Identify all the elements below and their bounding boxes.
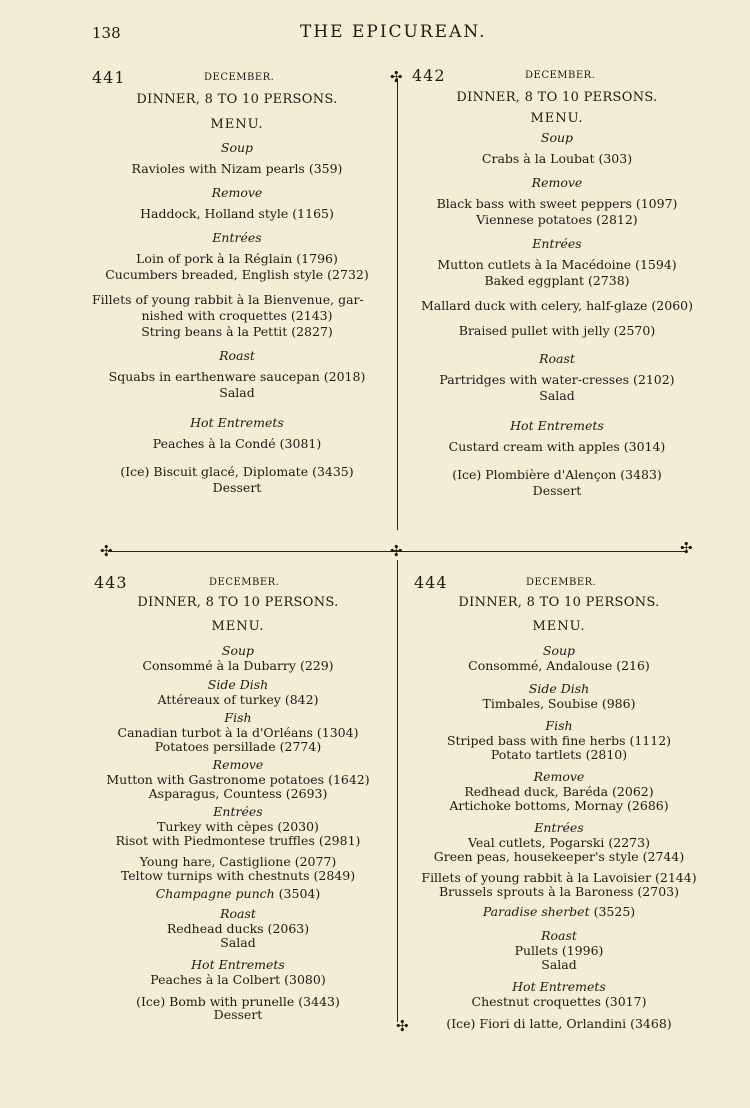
dish-line: Dessert [212,480,262,495]
running-header [0,20,750,46]
dish-line: Dessert [213,1007,263,1022]
dish-line: Salad [220,934,256,950]
course-title: Hot Entremets [190,415,284,430]
menu-head [414,573,704,595]
dish-line: Fillets of young rabbit à la Bienvenue, gar- [92,292,364,307]
dish-line: Peaches à la Colbert (3080) [150,972,326,987]
course-title: Remove [533,769,585,784]
dish-line: Turkey with cèpes (2030) [157,819,319,834]
course-roast [92,348,382,401]
ornament-bottom: ✣ [396,1017,409,1035]
dish-line: Brussels sprouts à la Baroness (2703) [438,883,679,899]
punch-number: (3504) [278,886,321,901]
course-ice [92,464,382,496]
course-soup [94,643,382,673]
dish-line: Salad [541,956,577,972]
course-hot-entremets [412,418,702,455]
menu-441 [92,68,382,496]
column-rule-lower [397,560,398,1022]
dish-line: (Ice) Plombière d'Alençon (3483) [452,467,662,482]
dish-line: Consommé à la Dubarry (229) [142,658,334,673]
dish-line: Pullets (1996) [514,943,604,958]
course-soup [92,140,382,177]
course-title: Fish [224,710,252,725]
dish-line: Asparagus, Countess (2693) [148,785,328,801]
course-entrees [414,820,704,898]
course-title: Roast [219,348,255,363]
dish-line: Young hare, Castiglione (2077) [139,854,337,869]
dish-line: Haddock, Holland style (1165) [140,206,334,221]
course-sherbet [414,904,704,920]
course-title: Soup [221,643,255,658]
page-number: 138 [92,24,121,42]
course-title: Entrées [534,820,584,835]
ornament-left: ✣ [100,542,113,560]
course-title: Side Dish [528,680,590,696]
course-roast [412,351,702,404]
menu-heading: MENU. [210,117,264,132]
menu-subtitle: DINNER, 8 TO 10 PERSONS. [458,595,660,610]
course-remove [94,757,382,800]
dish-line: Redhead ducks (2063) [166,921,310,936]
course-roast [414,928,704,971]
dish-line: Timbales, Soubise (986) [482,695,636,711]
course-title: Fish [545,718,573,733]
ornament-top: ✣ [390,68,403,86]
ornament-right: ✣ [680,539,693,557]
dish-line: Salad [539,388,575,403]
course-title: Roast [220,906,256,921]
course-title: Remove [211,185,263,200]
menu-head [94,573,382,595]
dish-line: Redhead duck, Baréda (2062) [464,784,654,799]
course-title: Soup [542,643,576,658]
dish-line: nished with croquettes (2143) [141,308,333,323]
course-ice [412,467,702,499]
dish-line: (Ice) Bomb with prunelle (3443) [136,993,340,1009]
menu-442 [412,66,702,499]
course-soup [412,130,702,167]
course-title: Hot Entremets [510,418,604,433]
dish-line: Baked eggplant (2738) [484,273,630,288]
menu-number: 443 [94,573,128,592]
ornament-center: ✣ [390,542,403,560]
dish-line: Veal cutlets, Pogarski (2273) [468,835,650,850]
dish-line: Loin of pork à la Réglain (1796) [136,251,338,266]
course-title: Remove [212,757,264,772]
menu-number: 444 [414,573,448,592]
course-hot-entremets [94,957,382,987]
dish-line: Salad [219,385,255,400]
dish-line: (Ice) Fiori di latte, Orlandini (3468) [446,1015,672,1031]
dish-line: Green peas, housekeeper's style (2744) [433,848,685,864]
course-hot-entremets [414,979,704,1009]
course-title: Entrées [532,236,582,251]
dish-line: Partridges with water-cresses (2102) [439,372,675,387]
menu-month: DECEMBER. [525,70,596,81]
sherbet-number: (3525) [593,904,636,919]
course-title: Remove [531,175,583,190]
menu-head [412,66,702,88]
course-title: Hot Entremets [191,957,285,972]
course-title: Hot Entremets [512,979,606,994]
dish-line: Fillets of young rabbit à la Lavoisier (2144) [421,870,697,885]
course-fish [94,710,382,753]
dish-line: Chestnut croquettes (3017) [471,994,647,1009]
menu-number: 441 [92,68,126,87]
course-soup [414,643,704,673]
menu-444 [414,573,704,1030]
dish-line [94,886,382,902]
menu-head [92,68,382,90]
sherbet-title: Paradise sherbet [482,904,590,919]
dish-line: String beans à la Pettit (2827) [141,324,333,339]
menu-heading: MENU. [532,619,586,634]
course-punch [94,886,382,902]
course-roast [94,906,382,949]
dish-line: Artichoke bottoms, Mornay (2686) [449,797,669,813]
dish-line: Potatoes persillade (2774) [154,738,322,754]
menu-month: DECEMBER. [526,577,597,588]
dish-line: Custard cream with apples (3014) [448,439,666,454]
menu-month: DECEMBER. [204,72,275,83]
dish-line: Black bass with sweet peppers (1097) [436,196,678,211]
course-side-dish [94,677,382,707]
dish-line: Viennese potatoes (2812) [476,212,638,227]
course-title: Entrées [212,230,262,245]
menu-subtitle: DINNER, 8 TO 10 PERSONS. [456,90,658,105]
course-title: Side Dish [207,676,269,692]
course-title: Roast [539,351,575,366]
course-title: Entrées [213,804,263,819]
course-ice [94,995,382,1022]
dish-line: Ravioles with Nizam pearls (359) [131,161,343,176]
dish-line: Cucumbers breaded, English style (2732) [105,267,369,282]
dish-line: Striped bass with fine herbs (1112) [446,733,672,748]
dish-line: Attéreaux of turkey (842) [157,691,319,707]
dish-line: Peaches à la Condé (3081) [152,436,322,451]
course-ice [414,1017,704,1031]
course-remove [414,769,704,812]
menu-subtitle: DINNER, 8 TO 10 PERSONS. [136,92,338,107]
course-entrees [94,804,382,882]
menu-heading: MENU. [530,111,584,126]
running-title: THE EPICUREAN. [300,22,487,42]
course-title: Soup [220,140,254,155]
course-entrees [92,230,382,340]
dish-line: Risot with Piedmontese truffles (2981) [115,832,361,848]
dish-line: (Ice) Biscuit glacé, Diplomate (3435) [120,464,354,479]
course-remove [92,185,382,222]
dish-line: Crabs à la Loubat (303) [481,151,633,166]
dish-line: Consommé, Andalouse (216) [468,658,650,673]
course-title: Soup [540,130,574,145]
dish-line: Squabs in earthenware saucepan (2018) [108,369,366,384]
course-remove [412,175,702,228]
dish-line: Mutton cutlets à la Macédoine (1594) [437,257,677,272]
menu-subtitle: DINNER, 8 TO 10 PERSONS. [137,595,339,610]
dish-line: Teltow turnips with chestnuts (2849) [120,867,356,883]
dish-line: Dessert [532,483,582,498]
course-hot-entremets [92,415,382,452]
column-rule-upper [397,78,398,530]
course-title: Roast [541,928,577,943]
menu-heading: MENU. [211,619,265,634]
menu-number: 442 [412,66,446,85]
dish-line: Potato tartlets (2810) [490,746,628,762]
menu-443 [94,573,382,1022]
dish-line: Mallard duck with celery, half-glaze (2060) [421,298,693,313]
course-side-dish [414,681,704,711]
dish-line: Braised pullet with jelly (2570) [458,323,656,338]
dish-line: Canadian turbot à la d'Orléans (1304) [117,725,359,740]
course-fish [414,718,704,761]
menu-month: DECEMBER. [209,577,280,588]
dish-line [414,904,704,920]
punch-title: Champagne punch [155,886,275,901]
course-entrees [412,236,702,339]
dish-line: Mutton with Gastronome potatoes (1642) [106,772,370,787]
